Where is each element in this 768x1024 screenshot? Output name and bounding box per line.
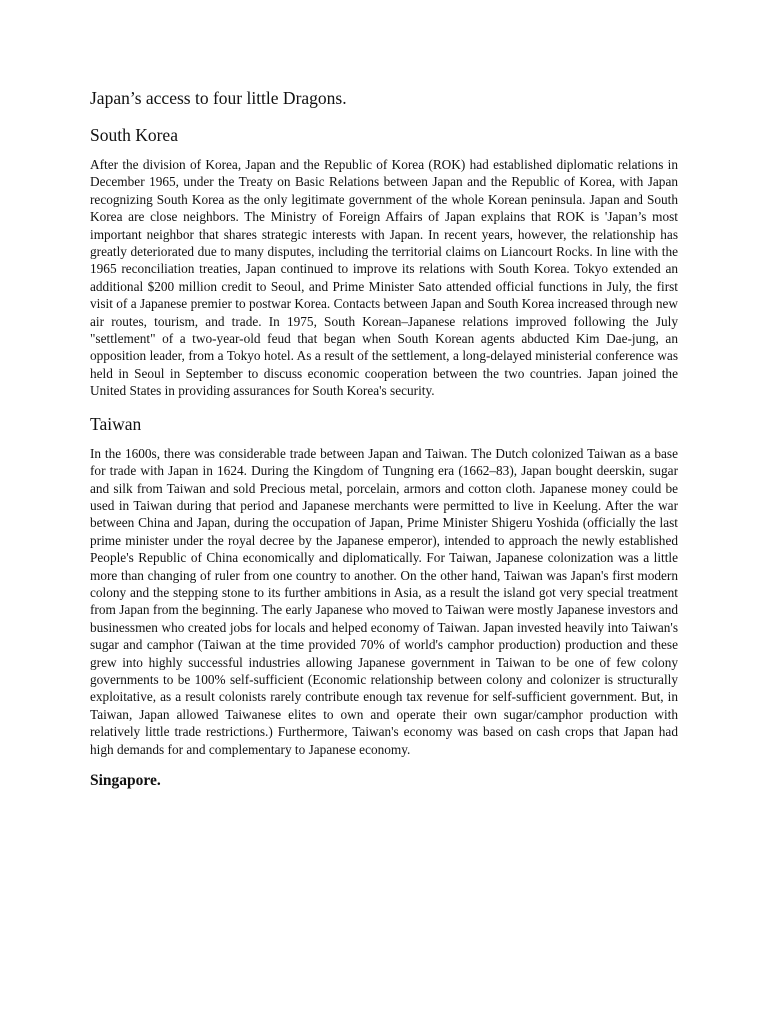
document-title: Japan’s access to four little Dragons. xyxy=(90,88,347,108)
section-south-korea xyxy=(90,125,678,400)
section-body-south-korea: After the division of Korea, Japan and the Republic of Korea (ROK) had established diplomatic relations in December 1965, under the Treaty on Basic Relations between Japan and the Republic of Korea, with Japan recognizing South Korea as the only legitimate government of the whole Korean peninsula. Japan and South Korea are close neighbors. The Ministry of Foreign Affairs of Japan explains that ROK is 'Japan’s most important neighbor that shares strategic interests with Japan. In recent years, however, the relationship has greatly deteriorated due to many disputes, including the territorial claims on Liancourt Rocks. In line with the 1965 reconciliation treaties, Japan continued to improve its relations with South Korea. Tokyo extended an additional $200 million credit to Seoul, and Prime Minister Sato attended official functions in July, the first visit of a Japanese premier to postwar Korea. Contacts between Japan and South Korea increased through new air routes, tourism, and trade. In 1975, South Korean–Japanese relations improved following the July "settlement" of a two-year-old feud that began when South Korean agents abducted Kim Dae-jung, an opposition leader, from a Tokyo hotel. As a result of the settlement, a long-delayed ministerial conference was held in Seoul in September to discuss economic cooperation between the two countries. Japan joined the United States in providing assurances for South Korea's security. xyxy=(90,157,678,399)
document-page xyxy=(90,88,678,801)
section-body-taiwan: In the 1600s, there was considerable trade between Japan and Taiwan. The Dutch colonized Taiwan as a base for trade with Japan in 1624. During the Kingdom of Tungning era (1662–83), Japan bought deerskin, sugar and silk from Taiwan and sold Precious metal, porcelain, armors and cotton cloth. Japanese money could be used in Taiwan during that period and Japanese merchants were permitted to live in Keelung. After the war between China and Japan, during the occupation of Japan, Prime Minister Shigeru Yoshida (officially the last prime minister under the royal decree by the Japanese emperor), intended to approach the newly established People's Republic of China economically and diplomatically. For Taiwan, Japanese colonization was a little more than changing of ruler from one country to another. On the other hand, Taiwan was Japan's first modern colony and the stepping stone to its further ambitions in Asia, as a result the island got very special treatment from Japan from the beginning. The early Japanese who moved to Taiwan were mostly Japanese investors and businessmen who created jobs for locals and helped economy of Taiwan. Japan invested heavily into Taiwan's sugar and camphor (Taiwan at the time provided 70% of world's camphor production) production and these grew into highly successful industries allowing Japanese government in Taiwan to be one of few colony governments to be 100% self-sufficient (Economic relationship between colony and colonizer is structurally exploitative, as a result colonists rarely contribute enough tax revenue for self-sufficient government. But, in Taiwan, Japan allowed Taiwanese elites to own and operate their own sugar/camphor production with relatively little trade restrictions.) Furthermore, Taiwan's economy was based on cash crops that Japan had high demands for and complementary to Japanese economy. xyxy=(90,445,678,757)
section-heading-singapore: Singapore. xyxy=(90,772,161,789)
section-singapore xyxy=(90,772,678,791)
section-heading-south-korea: South Korea xyxy=(90,125,178,145)
section-taiwan xyxy=(90,414,678,758)
section-heading-taiwan: Taiwan xyxy=(90,413,142,434)
